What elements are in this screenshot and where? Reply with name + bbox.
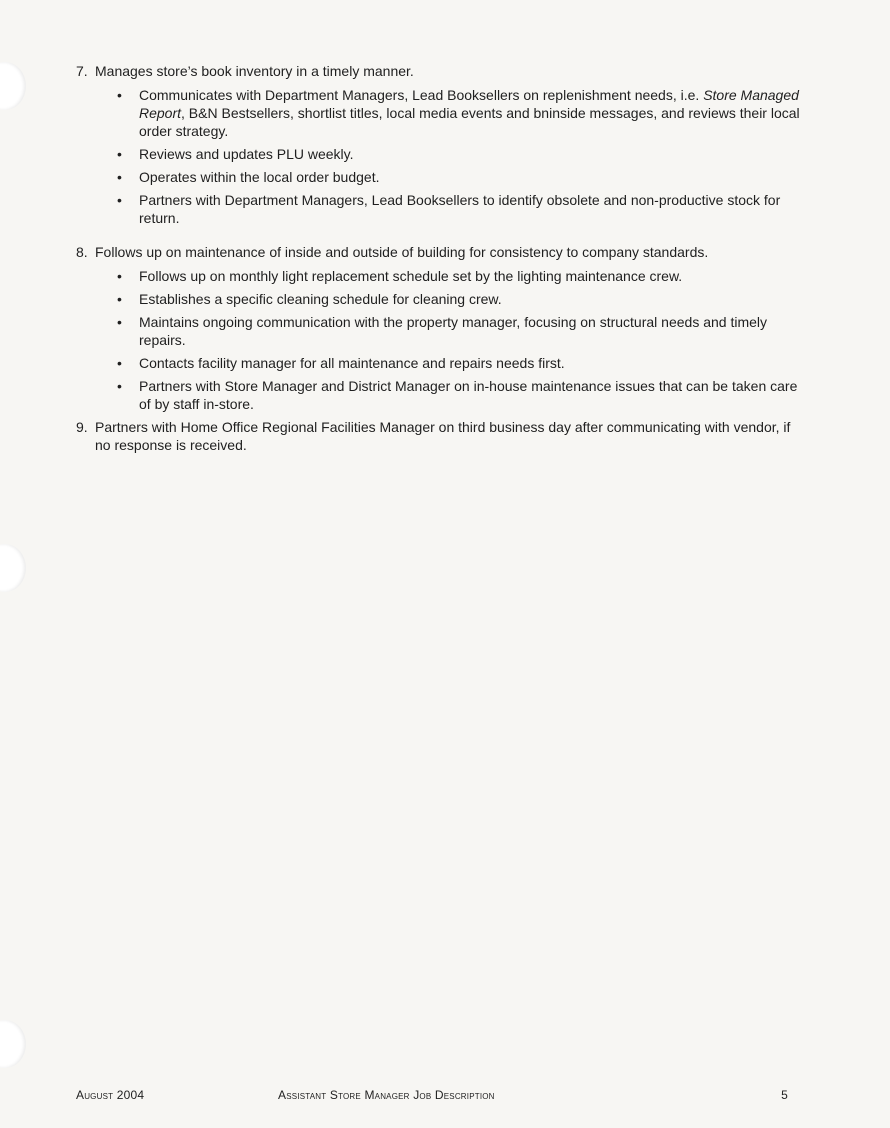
bullet-list xyxy=(95,86,806,227)
bullet-icon: • xyxy=(117,355,122,371)
item-number: 7. xyxy=(76,63,88,79)
page-number: 5 xyxy=(781,1088,788,1102)
page-footer xyxy=(76,1088,788,1104)
bullet-text: Partners with Store Manager and District Manager on in-house maintenance issues that can be taken care of by staff in-store. xyxy=(139,378,798,412)
bullet-icon: • xyxy=(117,314,122,330)
bullet-item xyxy=(117,145,806,163)
bullet-text: Follows up on monthly light replacement schedule set by the lighting maintenance crew. xyxy=(139,268,683,284)
punch-hole-middle xyxy=(0,544,26,592)
bullet-item xyxy=(117,354,806,372)
bullet-text: Partners with Department Managers, Lead Booksellers to identify obsolete and non-productive stock for return. xyxy=(139,192,781,226)
bullet-icon: • xyxy=(117,268,122,284)
list-item-7 xyxy=(76,62,806,227)
bullet-icon: • xyxy=(117,169,122,185)
report-name: Store Managed Report xyxy=(139,87,799,121)
item-number: 9. xyxy=(76,419,88,435)
item-text: Follows up on maintenance of inside and outside of building for consistency to company standards. xyxy=(95,244,709,260)
list-item-8 xyxy=(76,243,806,413)
footer-date: August 2004 xyxy=(76,1088,145,1102)
bullet-text: Contacts facility manager for all maintenance and repairs needs first. xyxy=(139,355,565,371)
bullet-text: Maintains ongoing communication with the property manager, focusing on structural needs and timely repairs. xyxy=(139,314,768,348)
bullet-item xyxy=(117,86,806,140)
bullet-item xyxy=(117,267,806,285)
punch-hole-bottom xyxy=(0,1020,26,1068)
bullet-item xyxy=(117,191,806,227)
item-number: 8. xyxy=(76,244,88,260)
bullet-text-post: , B&N Bestsellers, shortlist titles, local media events and bninside messages, and reviews their local order strategy. xyxy=(139,105,800,139)
bullet-item xyxy=(117,290,806,308)
document-body xyxy=(76,62,806,454)
item-text: Partners with Home Office Regional Facilities Manager on third business day after communicating with vendor, if no response is received. xyxy=(95,419,791,453)
punch-hole-top xyxy=(0,62,26,110)
bullet-icon: • xyxy=(117,378,122,394)
bullet-text: Reviews and updates PLU weekly. xyxy=(139,146,354,162)
list-item-9 xyxy=(76,418,806,454)
bullet-item xyxy=(117,168,806,186)
bullet-text: Operates within the local order budget. xyxy=(139,169,380,185)
bullet-icon: • xyxy=(117,192,122,208)
footer-document-title: Assistant Store Manager Job Description xyxy=(278,1088,495,1102)
bullet-text: Establishes a specific cleaning schedule for cleaning crew. xyxy=(139,291,502,307)
item-text: Manages store’s book inventory in a timely manner. xyxy=(95,63,414,79)
bullet-icon: • xyxy=(117,87,122,103)
bullet-text-pre: Communicates with Department Managers, Lead Booksellers on replenishment needs, i.e. xyxy=(139,87,704,103)
bullet-item xyxy=(117,377,806,413)
bullet-list xyxy=(95,267,806,413)
bullet-icon: • xyxy=(117,146,122,162)
bullet-item xyxy=(117,313,806,349)
bullet-icon: • xyxy=(117,291,122,307)
